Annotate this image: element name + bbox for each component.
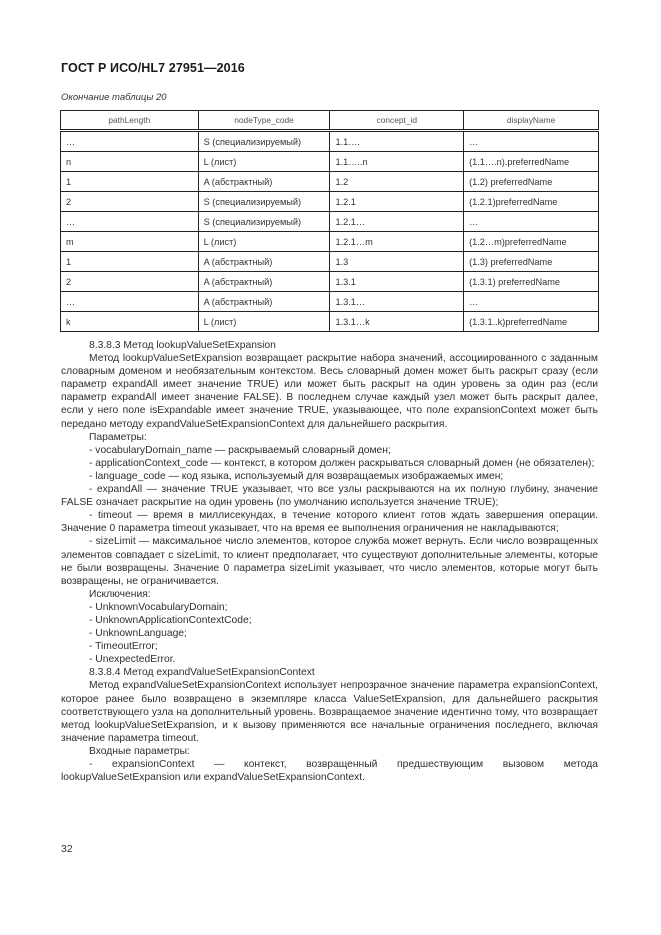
cell-displayname: … <box>464 212 599 232</box>
exceptions-label: Исключения: <box>89 588 151 600</box>
cell-concept-id: 1.3.1 <box>330 272 464 292</box>
exception-item: - UnknownLanguage; <box>89 628 187 640</box>
cell-nodetype: A (абстрактный) <box>198 252 330 272</box>
exception-item: - UnknownApplicationContextCode; <box>89 614 252 626</box>
cell-pathlength: k <box>61 312 199 332</box>
table-row <box>61 131 599 152</box>
cell-pathlength: 1 <box>61 252 199 272</box>
cell-nodetype: S (специализируемый) <box>198 192 330 212</box>
table-row <box>61 232 599 252</box>
column-header-pathlength: pathLength <box>61 111 199 131</box>
cell-pathlength: 2 <box>61 192 199 212</box>
cell-nodetype: S (специализируемый) <box>198 131 330 152</box>
cell-displayname: (1.3.1..k)preferredName <box>464 312 599 332</box>
cell-pathlength: n <box>61 152 199 172</box>
input-param-item: - expansionContext — контекст, возвращенный предшествующим вызовом метода lookupValueSetExpansion или expandValueSetExpansionContext. <box>61 759 598 784</box>
cell-displayname: (1.3.1) preferredName <box>464 272 599 292</box>
param-item: - sizeLimit — максимальное число элементов, которое служба может вернуть. Если число возвращенных элементов совпадает с sizeLimit, то клиент предполагает, что существуют дополнительные элементы, которые не были возвращены. Значение 0 параметра sizeLimit указывает, что число элементов, которые могут быть возвращены, не ограничивается. <box>61 536 598 587</box>
cell-displayname: (1.2…m)preferredName <box>464 232 599 252</box>
cell-nodetype: S (специализируемый) <box>198 212 330 232</box>
cell-displayname: (1.2) preferredName <box>464 172 599 192</box>
cell-concept-id: 1.2.1 <box>330 192 464 212</box>
exception-item: - UnexpectedError. <box>89 654 176 666</box>
params-label: Параметры: <box>89 431 147 443</box>
input-params-label: Входные параметры: <box>89 745 190 757</box>
column-header-concept-id: concept_id <box>330 111 464 131</box>
cell-concept-id: 1.1…..n <box>330 152 464 172</box>
cell-concept-id: 1.3.1…k <box>330 312 464 332</box>
section-heading-8-3-8-4: 8.3.8.4 Метод expandValueSetExpansionContext <box>89 667 315 679</box>
column-header-nodetype-code: nodeType_code <box>198 111 330 131</box>
page-number: 32 <box>61 843 73 855</box>
param-item: - applicationContext_code — контекст, в котором должен раскрываться словарный домен (не обязателен); <box>89 457 595 469</box>
cell-nodetype: L (лист) <box>198 232 330 252</box>
cell-displayname: (1.2.1)preferredName <box>464 192 599 212</box>
cell-pathlength: … <box>61 292 199 312</box>
param-item: - timeout — время в миллисекундах, в течение которого клиент готов ждать завершения операции. Значение 0 параметра timeout указывает, что на время ее выполнения ограничения не накладываются; <box>61 510 598 535</box>
cell-nodetype: L (лист) <box>198 312 330 332</box>
table-row <box>61 252 599 272</box>
data-table <box>60 110 599 332</box>
table-header-row <box>61 111 599 131</box>
cell-nodetype: A (абстрактный) <box>198 292 330 312</box>
table-row <box>61 272 599 292</box>
param-item: - expandAll — значение TRUE указывает, что все узлы раскрываются на их полную глубину, значение FALSE означает раскрытие на один уровень (по умолчанию используется значение TRUE); <box>61 484 598 509</box>
cell-pathlength: 2 <box>61 272 199 292</box>
cell-displayname: (1.1….n).preferredName <box>464 152 599 172</box>
cell-nodetype: A (абстрактный) <box>198 172 330 192</box>
paragraph-lookup-description: Метод lookupValueSetExpansion возвращает раскрытие набора значений, ассоциированного с заданным словарным доменом и необязательным контекстом. Весь словарный домен может быть раскрыт сразу (если параметр expandAll имеет значение TRUE) или может быть раскрыт на один уровень за один раз (если параметр expandAll имеет значение FALSE). В последнем случае каждый узел может быть раскрыт далее, если у него поле isExpandable имеет значение TRUE, указывающее, что поле expansionContext может быть передано методу expandValueSetExpansionContext для дальнейшего раскрытия. <box>61 353 598 430</box>
cell-pathlength: … <box>61 131 199 152</box>
cell-concept-id: 1.3.1… <box>330 292 464 312</box>
cell-pathlength: 1 <box>61 172 199 192</box>
table-row <box>61 292 599 312</box>
cell-displayname: (1.3) preferredName <box>464 252 599 272</box>
cell-concept-id: 1.2.1… <box>330 212 464 232</box>
document-header: ГОСТ Р ИСО/HL7 27951—2016 <box>61 61 245 75</box>
section-heading-8-3-8-3: 8.3.8.3 Метод lookupValueSetExpansion <box>89 340 276 351</box>
cell-nodetype: L (лист) <box>198 152 330 172</box>
document-body <box>61 339 598 784</box>
exception-item: - UnknownVocabularyDomain; <box>89 601 228 613</box>
table-row <box>61 172 599 192</box>
cell-pathlength: … <box>61 212 199 232</box>
cell-displayname: … <box>464 292 599 312</box>
cell-concept-id: 1.3 <box>330 252 464 272</box>
cell-concept-id: 1.1…. <box>330 131 464 152</box>
table-row <box>61 192 599 212</box>
cell-nodetype: A (абстрактный) <box>198 272 330 292</box>
table-row <box>61 152 599 172</box>
table-caption: Окончание таблицы 20 <box>61 92 167 103</box>
column-header-displayname: displayName <box>464 111 599 131</box>
table-row <box>61 312 599 332</box>
cell-displayname: … <box>464 131 599 152</box>
table-row <box>61 212 599 232</box>
param-item: - vocabularyDomain_name — раскрываемый словарный домен; <box>89 444 391 456</box>
cell-pathlength: m <box>61 232 199 252</box>
cell-concept-id: 1.2.1…m <box>330 232 464 252</box>
cell-concept-id: 1.2 <box>330 172 464 192</box>
paragraph-expand-description: Метод expandValueSetExpansionContext использует непрозрачное значение параметра expansionContext, которое ранее было возвращено в экземпляре класса ValueSetExpansion, для дальнейшего раскрытия соответствующего узла на дополнительный уровень. Возвращаемое значение идентично тому, что возвращает метод lookupValueSetExpansion, и к вызову применяются все начальные ограничения последнего, включая значение параметра timeout. <box>61 680 598 744</box>
param-item: - language_code — код языка, используемый для возвращаемых изображаемых имен; <box>89 470 504 482</box>
exception-item: - TimeoutError; <box>89 641 158 653</box>
